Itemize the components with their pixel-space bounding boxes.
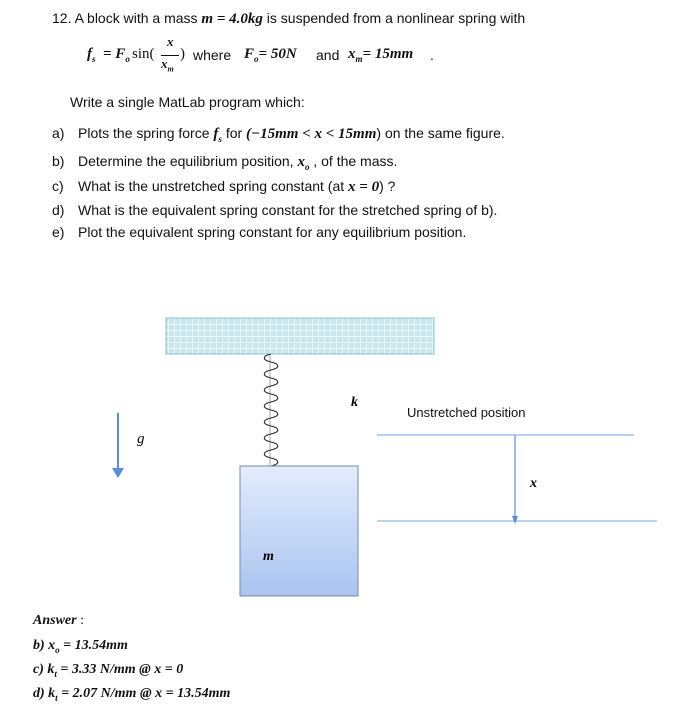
answer-var: k — [48, 686, 56, 701]
formula-sin: sin( — [132, 46, 155, 62]
task-math: f — [213, 126, 219, 142]
displacement-label: x — [530, 476, 537, 491]
fo-value: = 50N — [258, 46, 297, 62]
answer-sub: t — [54, 668, 57, 679]
and-text: and — [316, 47, 340, 63]
task-math-range: (−15mm < x < 15mm — [246, 126, 377, 142]
period: . — [430, 47, 434, 63]
formula-close: ) — [180, 46, 185, 62]
displacement-arrow-icon — [512, 435, 518, 524]
problem-title: 12. A block with a mass — [52, 10, 198, 26]
spring — [264, 354, 278, 466]
mass-block — [240, 466, 358, 596]
xm-symbol: x — [348, 46, 356, 62]
answer-prefix: c) — [33, 662, 44, 677]
fo-symbol: F — [244, 46, 255, 62]
task-math-sub: s — [218, 134, 222, 144]
mass-label: m — [263, 549, 274, 564]
xm-value: = 15mm — [362, 46, 414, 62]
formula-denominator: x — [161, 56, 168, 71]
task-math-sub: o — [304, 162, 310, 172]
answer-heading — [33, 613, 84, 629]
answer-prefix: b) — [33, 638, 45, 653]
gravity-label: g — [137, 431, 145, 447]
task-letter: b) — [52, 153, 65, 169]
task-letter: e) — [52, 224, 65, 240]
answer-value: = 3.33 N/mm @ x = 0 — [60, 662, 184, 677]
task-text: What is the unstretched spring constant (at — [78, 178, 345, 194]
answer-colon: : — [80, 613, 84, 628]
problem-title-tail: is suspended from a nonlinear spring with — [266, 10, 526, 26]
answer-prefix: d) — [33, 686, 45, 701]
answer-sub: t — [55, 692, 58, 703]
ceiling-support — [166, 318, 434, 354]
intro-text: Write a single MatLab program which: — [70, 94, 305, 110]
task-letter: c) — [52, 178, 64, 194]
task-text-post: ) ? — [379, 178, 396, 194]
task-letter: d) — [52, 202, 65, 218]
answer-value: = 13.54mm — [63, 638, 128, 653]
answer-d — [33, 686, 230, 703]
formula-lhs: f — [87, 46, 92, 62]
mass-expression: m = 4.0kg — [201, 11, 263, 27]
answer-var: x — [48, 638, 56, 653]
task-text-post: , of the mass. — [313, 153, 398, 169]
answer-b — [33, 638, 128, 655]
task-text: What is the equivalent spring constant for the stretched spring of b). — [78, 202, 498, 218]
formula-numerator: x — [167, 34, 174, 49]
task-math: x — [297, 154, 305, 170]
task-math: x = 0 — [348, 179, 380, 195]
answer-value: = 2.07 N/mm @ x = 13.54mm — [61, 686, 231, 701]
task-letter: a) — [52, 125, 65, 141]
unstretched-position-label: Unstretched position — [407, 405, 526, 420]
xm-sub: m — [355, 54, 363, 64]
task-text-mid: for — [225, 125, 243, 141]
gravity-arrow-icon — [112, 413, 124, 478]
formula-eq: = F — [103, 46, 126, 62]
answer-var: k — [47, 662, 55, 677]
task-text: Determine the equilibrium position, — [78, 153, 294, 169]
task-text: Plots the spring force — [78, 125, 210, 141]
formula-den-sub: m — [167, 64, 174, 74]
formula-lhs-sub: s — [92, 54, 96, 64]
formula-eq-sub: o — [125, 54, 130, 64]
spring-constant-label: k — [351, 395, 358, 410]
where-text: where — [193, 47, 232, 63]
answer-sub: o — [55, 644, 60, 655]
task-text: Plot the equivalent spring constant for any equilibrium position. — [78, 224, 467, 240]
answer-label: Answer — [33, 613, 77, 628]
task-text-post: ) on the same figure. — [376, 125, 505, 141]
fo-sub: o — [254, 54, 259, 64]
answer-c — [33, 662, 183, 679]
